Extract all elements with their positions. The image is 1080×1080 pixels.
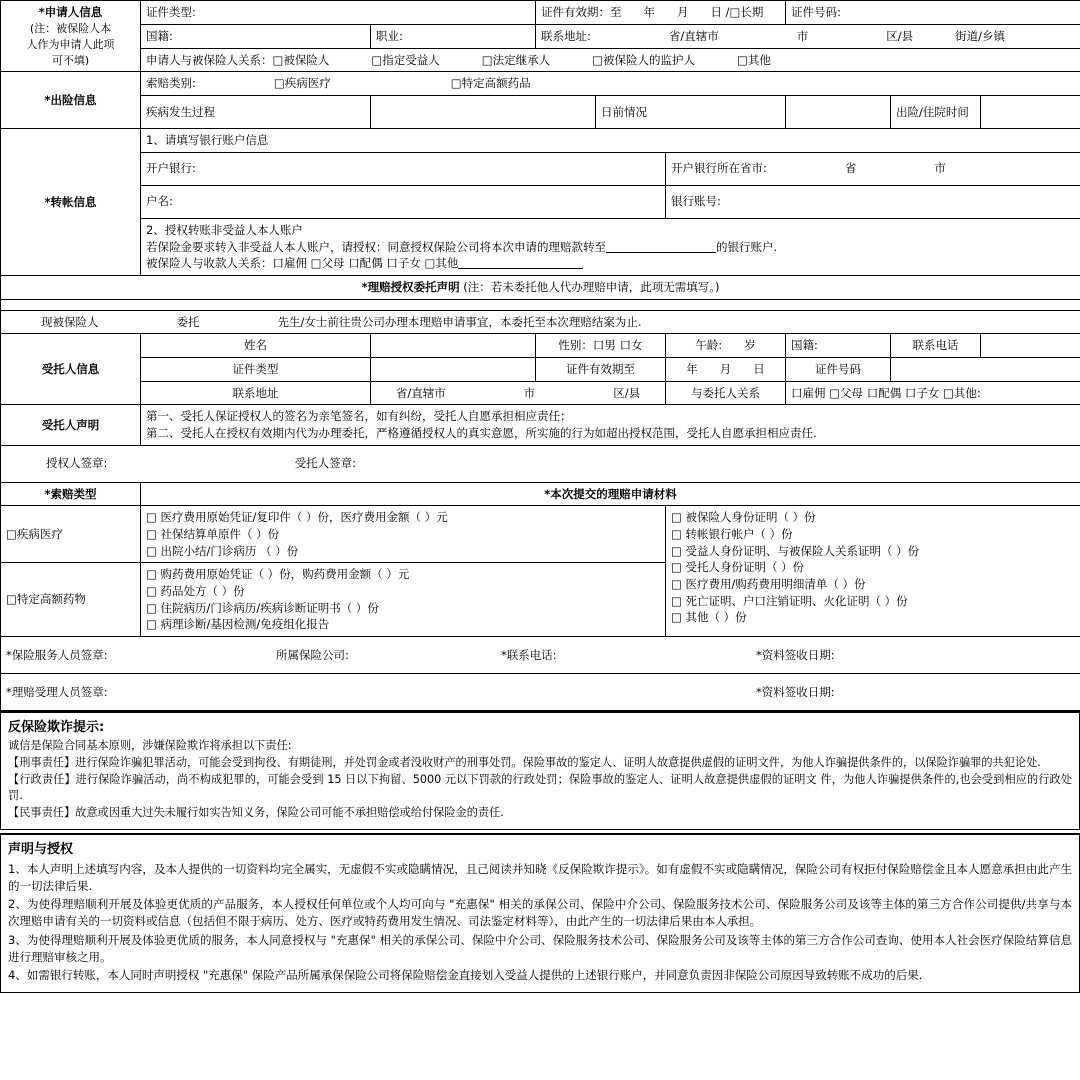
authorization-signature-row [1,445,1080,482]
valid-year: 年 [686,361,698,376]
address-province: 省/直辖市 [668,28,719,43]
disease-process-label-cell: 疾病发生过程 [141,96,371,129]
claim-option-highcost-drug-checkbox[interactable]: □特定高额药品 [450,76,531,91]
accident-time-label-cell: 出险/住院时间 [891,96,981,129]
trustee-addr-district: 区/县 [613,385,641,400]
id-type-label: 证件类型: [146,5,196,20]
transfer-line2-title: 2、授权转账非受益人本人账户 [146,222,303,237]
declaration-item-1: 1、本人声明上述填写内容，及本人提供的一切资料均完全属实，无虚假不实或隐瞒情况，且己阅读并知晓《反保险欺诈提示》。如有虚假不实或隐瞒情况，保险公司有权拒付保险赔偿金且本人愿意承担由此产生的一切法律后果. [8,861,1072,893]
trustee-section-label: 受托人信息 [1,334,141,405]
contact-address-label: 联系地址: [541,28,591,43]
trustee-signature-label[interactable]: 受托人签章: [294,456,357,471]
trustee-phone-input[interactable] [981,334,1080,358]
materials-header-label: *本次提交的理赔申请材料 [141,482,1080,506]
trustee-id-valid-label: 证件有效期至 [536,357,666,381]
transfer-line2-body [146,239,1075,256]
accident-time-input[interactable] [981,96,1080,129]
trustee-nationality-field[interactable] [786,334,891,358]
payee-relation-label: 被保险人与收款人关系： [146,256,273,271]
relation-option-guardian[interactable]: □被保险人的监护人 [592,52,695,67]
payee-relation-parents[interactable]: □父母 [310,256,345,271]
address-district: 区/县 [886,28,914,43]
relation-option-designated-beneficiary[interactable]: □指定受益人 [371,52,440,67]
applicant-relation-row [1,48,1080,72]
relation-field[interactable] [141,48,1080,72]
payee-blank-underline[interactable] [606,240,716,253]
declaration-and-authorization [0,833,1080,993]
anti-fraud-notice [0,711,1080,830]
common-item-6[interactable]: □ 其他（ ）份 [671,610,747,625]
applicant-section-label [1,1,141,72]
account-name-label: 户名: [146,194,173,209]
anti-fraud-title: 反保险欺诈提示: [8,719,105,735]
material-medical-items [141,506,666,563]
trustee-declaration-cell [141,405,1080,445]
account-name-row [1,185,1080,218]
id-validity-field[interactable] [536,1,786,25]
authorization-signature-cell [1,445,1080,482]
relation-option-other[interactable]: □其他 [737,52,771,67]
principal-signature-label[interactable]: 授权人签章: [46,456,108,471]
trustee-address-row [1,381,1080,405]
trustee-declaration-label: 受托人声明 [1,405,141,445]
gender-label: 性别： [558,338,593,353]
declaration-item-3: 3、为使得理赔顺利开展及体验更优质的服务，本人同意授权与 "充惠保" 相关的承保公司、保险中介公司、保险服务技术公司、保险服务公司及该等主体的第三方合作公司查询、使用本人社会医疗保险结算信息进行理赔审核之用。 [8,932,1072,964]
trustee-id-number-label: 证件号码 [786,357,891,381]
id-validity-longterm-checkbox[interactable]: □长期 [729,5,764,20]
trustee-id-number-input[interactable] [891,357,1080,381]
trustee-id-valid-date[interactable] [666,357,786,381]
claim-category-label: 索赔类别: [146,76,196,91]
bank-location-province: 省 [844,161,857,176]
bank-name-row [1,152,1080,185]
address-street: 街道/乡镇 [955,28,1005,43]
accident-section-label: *出险信息 [1,72,141,129]
anti-fraud-criminal: 【刑事责任】进行保险诈骗犯罪活动，可能会受到拘役、有期徒刑，并处罚金或者没收财产的刑事处罚。保险事故的鉴定人、证明人故意提供虚假的证明文件，为他人诈骗提供条件的，以保险诈骗罪的共犯论处. [8,756,1041,770]
spacer-cell [1,299,1080,310]
claim-option-medical-checkbox[interactable]: □疾病医疗 [273,76,331,91]
trustee-name-row [1,334,1080,358]
id-validity-month: 月 [677,5,689,20]
drug-item-0[interactable]: □ 购药费用原始凭证（ ）份，购药费用金额（ ）元 [146,567,410,582]
applicant-note-1: (注：被保险人本 [29,21,112,35]
transfer-body-pre: 若保险金要求转入非受益人本人账户，请授权：同意授权保险公司将本次申请的理赔款转至 [146,239,606,254]
entrust-statement-cell [1,310,1080,334]
anti-fraud-intro: 诚信是保险合同基本原则，涉嫌保险欺诈将承担以下责任: [8,739,292,753]
trustee-declaration-line-2: 第二、受托人在授权有效期内代为办理委托，严格遵循授权人的真实意愿，所实施的行为如超出授权范围，受托人自愿承担相应责任. [146,425,817,440]
account-name-field[interactable] [141,185,666,218]
relation-to-principal-label: 与委托人关系 [666,381,786,405]
transfer-intro-row [1,129,1080,153]
staff-signature-cell-2 [1,673,1080,710]
common-item-3[interactable]: □ 受托人身份证明（ ）份 [671,560,805,575]
relation-to-principal-field[interactable] [786,381,1080,405]
age-unit: 岁 [744,338,756,353]
staff-contact-phone-label[interactable]: *联系电话: [501,647,557,662]
declaration-item-2: 2、为使得理赔顺利开展及体验更优质的产品服务，本人授权任何单位或个人均可向与 "充惠保" 相关的承保公司、保险中介公司、保险服务技术公司、保险服务公司及该等主体的第三方合作公司提供/共享与本次理赔申请有关的一切资料或信息（包括但不限于病历、处方、医疗或特药费用发生情况、司法鉴定材料等），由此产生的一切法律后果由本人承担。 [8,897,1072,929]
entrust-insured-label: 现被保险人 [41,314,99,329]
trustee-phone-label: 联系电话 [891,334,981,358]
transfer-authorization-row [1,218,1080,275]
transfer-line1: 1、请填写银行账户信息 [141,129,1080,153]
claim-category-field[interactable] [141,72,1080,96]
trustee-gender-field[interactable] [536,334,666,358]
authorization-title: *理赔授权委托声明 [361,279,460,294]
medical-item-0[interactable]: □ 医疗费用原始凭证/复印件（ ）份，医疗费用金额（ ）元 [146,510,448,525]
trustee-addr-province: 省/直辖市 [395,385,446,400]
bank-location-field[interactable] [666,152,1080,185]
id-number-label: 证件号码: [791,5,841,20]
claim-category-row [1,72,1080,96]
receipt-date-label-2[interactable]: *资料签收日期: [756,684,835,699]
occupation-field[interactable] [371,24,536,48]
trustee-relation-children[interactable]: 口子女 [904,385,940,400]
transfer-body-post: 的银行账户. [716,239,778,254]
spacer-row [1,299,1080,310]
bank-name-label: 开户银行: [146,161,196,176]
id-validity-day: 日 / [710,5,730,20]
medical-item-1[interactable]: □ 社保结算单原件（ ）份 [146,526,280,541]
applicant-id-row [1,1,1080,25]
payee-relation-other[interactable]: □其他 [424,256,459,271]
payee-relation-spouse[interactable]: 口配偶 [348,256,383,271]
bank-location-label: 开户银行所在省市: [671,161,767,176]
staff-signature-row-1 [1,636,1080,673]
applicant-note-3: 可不填) [51,53,90,67]
applicant-label-text: *申请人信息 [38,5,103,19]
trustee-nationality-label: 国籍: [791,338,818,353]
id-type-field[interactable] [141,1,536,25]
nationality-field[interactable] [141,24,371,48]
trustee-relation-employment[interactable]: 口雇佣 [791,385,826,400]
claim-handler-signature-label[interactable]: *理赔受理人员签章: [6,684,108,699]
gender-male-checkbox[interactable]: 口男 [592,338,616,353]
bank-account-field[interactable] [666,185,1080,218]
address-city: 市 [796,28,809,43]
declaration-item-4: 4、如需银行转账，本人同时声明授权 "充惠保" 保险产品所属承保保险公司将保险赔偿金直接划入受益人提供的上述银行账户，并同意负责因非保险公司原因导致转账不成功的后果. [8,968,923,983]
contact-address-field[interactable] [536,24,1080,48]
drug-item-2[interactable]: □ 住院病历/门诊病历/疾病诊断证明书（ ）份 [146,600,379,615]
trustee-declaration-line-1: 第一、受托人保证授权人的签名为亲笔签名，如有纠纷，受托人自愿承担相应责任； [146,409,572,424]
trustee-addr-city: 市 [523,385,536,400]
materials-medical-row [1,506,1080,563]
authorization-title-note: (注：若未委托他人代办理赔申请，此项无需填写。) [463,279,720,294]
payee-relation-other-underline[interactable] [458,256,583,269]
relation-option-insured[interactable]: □被保险人 [272,52,330,67]
relation-option-legal-heir[interactable]: □法定继承人 [481,52,551,67]
id-validity-label: 证件有效期：至 [541,5,622,20]
common-item-0[interactable]: □ 被保险人身份证明（ ）份 [671,510,816,525]
applicant-note-2: 人作为申请人此项 [26,37,115,51]
payee-relation-employment[interactable]: 口雇佣 [272,256,307,271]
material-type-medical[interactable]: □疾病医疗 [1,506,141,563]
affiliated-company-label[interactable]: 所属保险公司: [276,647,349,662]
trustee-relation-spouse[interactable]: 口配偶 [866,385,902,400]
material-drug-items [141,563,666,637]
trustee-name-input[interactable] [371,334,536,358]
occupation-label: 职业: [376,28,403,43]
trustee-id-row [1,357,1080,381]
bank-name-field[interactable] [141,152,666,185]
trustee-relation-other[interactable]: □其他: [943,385,981,400]
material-common-items [666,506,1080,637]
disease-process-input[interactable] [371,96,596,129]
receipt-date-label-1[interactable]: *资料签收日期: [756,647,835,662]
gender-female-checkbox[interactable]: 口女 [619,338,643,353]
current-status-input[interactable] [786,96,891,129]
common-item-4[interactable]: □ 医疗费用/购药费用明细清单（ ）份 [671,576,866,591]
payee-relation-line [146,255,1075,272]
trustee-age-field[interactable] [666,334,786,358]
authorization-title-cell [1,275,1080,299]
declaration-title: 声明与授权 [8,842,74,857]
staff-signature-row-2 [1,673,1080,710]
trustee-id-type-input[interactable] [371,357,536,381]
valid-month: 月 [719,361,732,376]
nationality-label: 国籍: [146,28,173,43]
trustee-declaration-row [1,405,1080,445]
authorization-title-row [1,275,1080,299]
trustee-name-label: 姓名 [141,334,371,358]
anti-fraud-civil: 【民事责任】故意或因重大过失未履行如实告知义务，保险公司可能不承担赔偿或给付保险金的责任. [8,806,504,820]
transfer-authorization-cell [141,218,1080,275]
materials-header-row [1,482,1080,506]
bank-location-city: 市 [934,161,946,176]
bank-account-label: 银行账号: [671,194,721,209]
id-validity-year: 年 [643,5,655,20]
current-status-label-cell: 日前情况 [596,96,786,129]
id-number-field[interactable] [786,1,1080,25]
service-staff-signature-label[interactable]: *保险服务人员签章: [6,647,108,662]
valid-day: 日 [753,361,765,376]
medical-item-2[interactable]: □ 出院小结/门诊病历 （ ）份 [146,543,299,558]
common-item-2[interactable]: □ 受益人身份证明、与被保险人关系证明（ ）份 [671,543,920,558]
entrust-body: 先生/女士前往贵公司办理本理赔申请事宜，本委托至本次理赔结案为止. [277,314,642,329]
material-type-highcost-drug[interactable]: □特定高额药物 [1,563,141,637]
common-item-1[interactable]: □ 转帐银行帐户（ ）份 [671,526,793,541]
common-item-5[interactable]: □ 死亡证明、户口注销证明、火化证明（ ）份 [671,593,908,608]
claim-type-label: *索赔类型 [1,482,141,506]
transfer-section-label: *转帐信息 [1,129,141,276]
drug-item-1[interactable]: □ 药品处方（ ）份 [146,583,245,598]
trustee-address-label: 联系地址 [141,381,371,405]
disease-process-row [1,96,1080,129]
trustee-id-type-label: 证件类型 [141,357,371,381]
anti-fraud-administrative: 【行政责任】进行保险诈骗活动，尚不构成犯罪的，可能会受到 15 日以下拘留、5000 元以下罚款的行政处罚；保险事故的鉴定人、证明人故意提供虚假的证明文 件，为他人诈骗提供条件的,也会受到相应的行政处罚. [8,773,1072,803]
staff-signature-cell-1 [1,636,1080,673]
trustee-relation-parents[interactable]: □父母 [829,385,864,400]
drug-item-3[interactable]: □ 病理诊断/基因检测/免疫组化报告 [146,617,330,632]
applicant-nationality-row [1,24,1080,48]
entrust-statement-row [1,310,1080,334]
age-label: 午龄: [695,338,723,353]
trustee-address-input[interactable] [371,381,666,405]
relation-label: 申请人与被保险人关系： [146,52,273,67]
entrust-verb: 委托 [176,314,200,329]
payee-relation-children[interactable]: 口子女 [386,256,421,271]
